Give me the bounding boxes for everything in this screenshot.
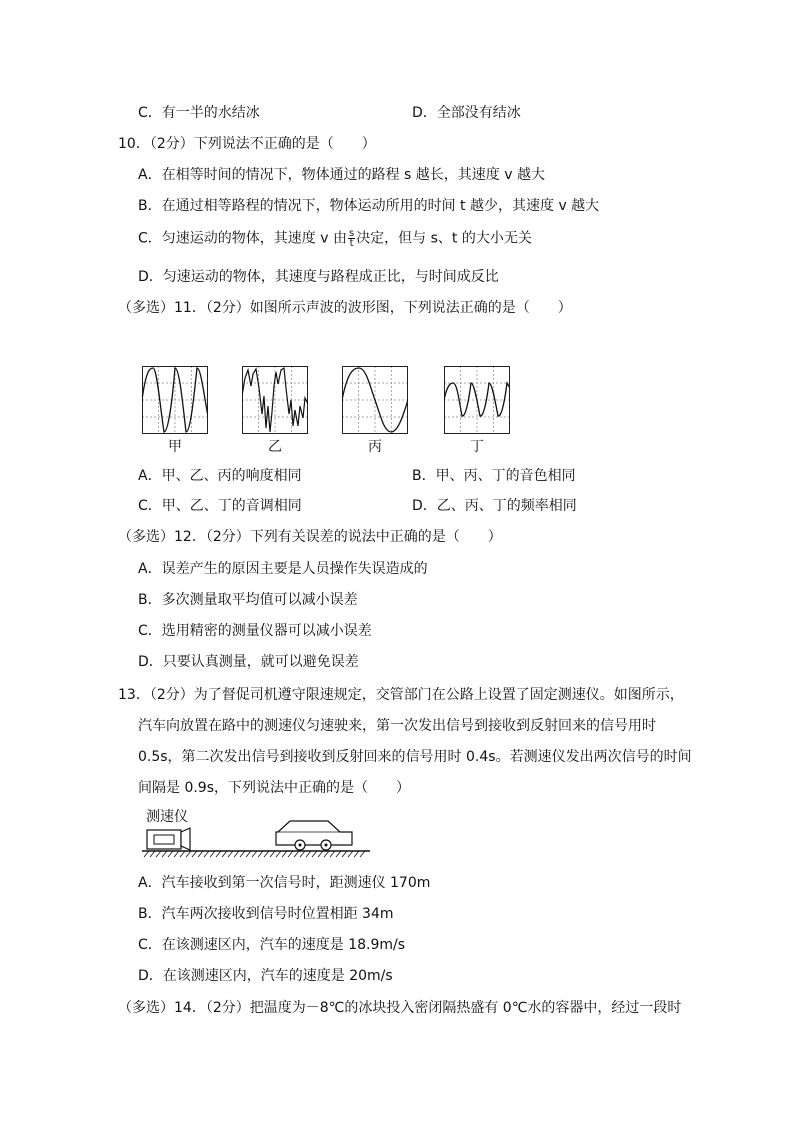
speed-camera-diagram xyxy=(140,818,372,860)
fraction-numerator: s xyxy=(348,228,355,239)
q11-stem: （多选）11．（2分）如图所示声波的波形图，下列说法正确的是（ ） xyxy=(118,300,572,316)
fraction-s-over-t xyxy=(348,229,355,248)
q10-option-c-post: 决定，但与 s、t 的大小无关 xyxy=(356,230,532,247)
waveform-label-bing: 丙 xyxy=(368,439,382,455)
q12-option-c: C．选用精密的测量仪器可以减小误差 xyxy=(138,623,372,639)
q10-option-d: D．匀速运动的物体，其速度与路程成正比，与时间成反比 xyxy=(138,269,499,285)
q11-option-c: C．甲、乙、丁的音调相同 xyxy=(138,498,302,514)
q12-option-d: D．只要认真测量，就可以避免误差 xyxy=(138,654,359,670)
q11-option-d: D．乙、丙、丁的频率相同 xyxy=(412,498,577,514)
q10-option-c xyxy=(138,229,532,248)
q10-option-c-pre: C．匀速运动的物体，其速度 v 由 xyxy=(138,230,347,247)
q13-option-d: D．在该测速区内，汽车的速度是 20m/s xyxy=(138,968,393,984)
ground-hatching xyxy=(142,851,370,857)
q11-option-a: A．甲、乙、丙的响度相同 xyxy=(138,468,302,484)
q13-option-c: C．在该测速区内，汽车的速度是 18.9m/s xyxy=(138,937,406,953)
q10-stem: 10．（2分）下列说法不正确的是（ ） xyxy=(118,136,376,152)
speed-camera-icon xyxy=(147,828,190,850)
q13-stem-line1: 13．（2分）为了督促司机遵守限速规定，交管部门在公路上设置了固定测速仪。如图所示， xyxy=(118,687,684,703)
q13-stem-line3: 0.5s，第二次发出信号到接收到反射回来的信号用时 0.4s。若测速仪发出两次信号的时间 xyxy=(138,749,692,765)
q10-option-b: B．在通过相等路程的情况下，物体运动所用的时间 t 越少，其速度 v 越大 xyxy=(138,198,600,214)
q13-stem-line2: 汽车向放置在路中的测速仪匀速驶来，第一次发出信号到接收到反射回来的信号用时 xyxy=(138,718,656,734)
waveform-bing xyxy=(342,366,408,434)
fraction-denominator: t xyxy=(349,238,354,249)
q12-stem: （多选）12．（2分）下列有关误差的说法中正确的是（ ） xyxy=(118,529,502,545)
q9-option-d: D．全部没有结冰 xyxy=(412,105,521,121)
waveform-yi xyxy=(242,366,308,434)
waveform-ding xyxy=(444,366,510,434)
q12-option-a: A．误差产生的原因主要是人员操作失误造成的 xyxy=(138,561,428,577)
q13-stem-line4: 间隔是 0.9s，下列说法中正确的是（ ） xyxy=(138,780,411,796)
waveform-label-yi: 乙 xyxy=(268,439,282,455)
waveform-label-jia: 甲 xyxy=(168,439,182,455)
q13-option-b: B．汽车两次接收到信号时位置相距 34m xyxy=(138,906,394,922)
q10-option-a: A．在相等时间的情况下，物体通过的路程 s 越长，其速度 v 越大 xyxy=(138,167,545,183)
q12-option-b: B．多次测量取平均值可以减小误差 xyxy=(138,592,358,608)
waveform-label-ding: 丁 xyxy=(470,439,484,455)
speedometer-label: 测速仪 xyxy=(146,809,188,825)
q9-option-c: C．有一半的水结冰 xyxy=(138,105,260,121)
waveform-jia xyxy=(142,366,208,434)
q14-stem: （多选）14．（2分）把温度为－8℃的冰块投入密闭隔热盛有 0℃水的容器中，经过一段时 xyxy=(118,1000,682,1016)
q13-option-a: A．汽车接收到第一次信号时，距测速仪 170m xyxy=(138,875,431,891)
q11-option-b: B．甲、丙、丁的音色相同 xyxy=(412,468,576,484)
car-icon xyxy=(276,821,352,850)
